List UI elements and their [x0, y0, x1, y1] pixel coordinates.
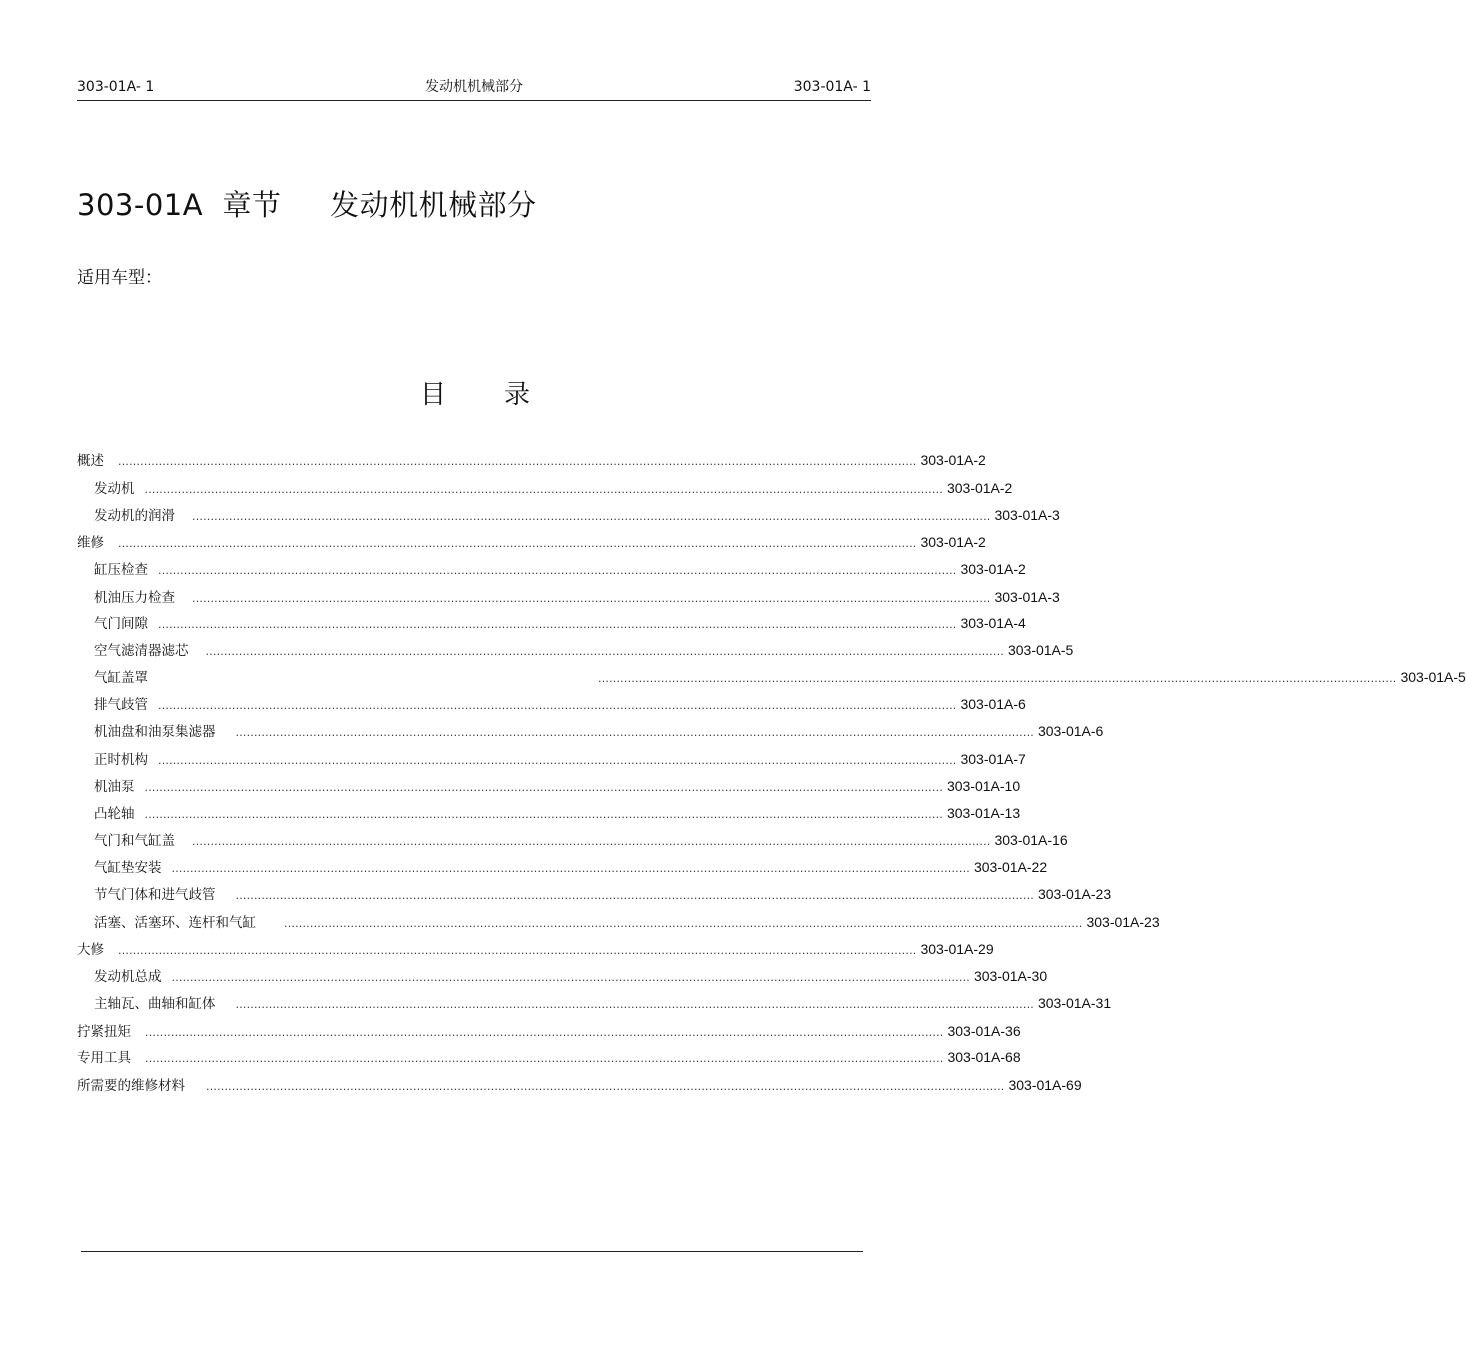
toc-entry-oil-pressure-check[interactable]: [77, 587, 1060, 607]
toc-leader-dots: ........................................................................................................................................................................................................................: [192, 510, 991, 523]
toc-entry-label: 主轴瓦、曲轴和缸体: [94, 996, 216, 1012]
toc-leader-dots: ........................................................................................................................................................................................................................: [158, 699, 957, 712]
toc-entry-page: 303-01A-6: [960, 696, 1026, 712]
toc-entry-valves-and-cylinder-head[interactable]: [77, 830, 1068, 850]
toc-leader-dots: ........................................................................................................................................................................................................................: [118, 944, 917, 957]
toc-leader-dots: ........................................................................................................................................................................................................................: [171, 971, 970, 984]
header-page-number-left: 303-01A- 1: [77, 79, 155, 95]
toc-entry-oil-pan-and-strainer[interactable]: [77, 721, 1104, 741]
toc-entry-label: 节气门体和进气歧管: [94, 887, 216, 903]
page-header: [77, 78, 871, 101]
toc-entry-page: 303-01A-6: [1037, 723, 1104, 739]
toc-entry-page: 303-01A-4: [960, 615, 1026, 631]
toc-leader-dots: ........................................................................................................................................................................................................................: [118, 537, 917, 550]
toc-entry-maintenance[interactable]: [77, 532, 986, 552]
toc-entry-label: 概述: [77, 453, 104, 469]
toc-entry-label: 气门间隙: [94, 616, 148, 632]
toc-entry-page: 303-01A-23: [1037, 886, 1112, 902]
toc-entry-compression-check[interactable]: [77, 559, 1026, 579]
toc-entry-label: 空气滤清器滤芯: [94, 643, 189, 659]
toc-leader-dots: ........................................................................................................................................................................................................................: [598, 672, 1397, 685]
toc-entry-page: 303-01A-10: [946, 778, 1021, 794]
toc-entry-overview[interactable]: [77, 450, 986, 470]
toc-leader-dots: ........................................................................................................................................................................................................................: [158, 754, 957, 767]
toc-entry-label: 机油压力检查: [94, 590, 175, 606]
toc-entry-head-gasket-installation[interactable]: [77, 857, 1048, 877]
toc-entry-label: 凸轮轴: [94, 806, 135, 822]
toc-entry-label: 气门和气缸盖: [94, 833, 175, 849]
toc-entry-oil-pump[interactable]: [77, 776, 1021, 796]
toc-entry-label: 机油盘和油泵集滤器: [94, 724, 216, 740]
toc-entry-label: 缸压检查: [94, 562, 148, 578]
toc-entry-page: 303-01A-5: [1007, 642, 1074, 658]
toc-entry-page: 303-01A-69: [1008, 1077, 1082, 1093]
toc-entry-air-filter-element[interactable]: [77, 640, 1074, 660]
toc-leader-dots: ........................................................................................................................................................................................................................: [144, 808, 943, 821]
toc-entry-page: 303-01A-2: [920, 452, 986, 468]
toc-entry-required-materials[interactable]: [77, 1075, 1082, 1095]
toc-entry-page: 303-01A-13: [946, 805, 1021, 821]
toc-entry-label: 活塞、活塞环、连杆和气缸: [94, 915, 256, 931]
header-page-number-right: 303-01A- 1: [793, 79, 871, 95]
toc-leader-dots: ........................................................................................................................................................................................................................: [235, 998, 1034, 1011]
toc-entry-page: 303-01A-2: [920, 534, 986, 550]
chapter-title: 303-01A 章节 发动机机械部分: [77, 188, 537, 222]
toc-entry-page: 303-01A-2: [960, 561, 1026, 577]
toc-entry-label: 专用工具: [77, 1050, 131, 1066]
toc-leader-dots: ........................................................................................................................................................................................................................: [144, 483, 943, 496]
toc-entry-overhaul[interactable]: [77, 939, 994, 959]
toc-entry-page: 303-01A-3: [994, 507, 1060, 523]
toc-entry-page: 303-01A-31: [1037, 995, 1112, 1011]
toc-leader-dots: ........................................................................................................................................................................................................................: [206, 1080, 1005, 1093]
toc-entry-engine[interactable]: [77, 478, 1013, 498]
toc-heading: [0, 379, 950, 411]
toc-entry-throttle-body-and-intake-manifold[interactable]: [77, 884, 1112, 904]
toc-entry-label: 拧紧扭矩: [77, 1024, 131, 1040]
footer-divider: [81, 1251, 863, 1252]
header-section-title: 发动机机械部分: [425, 79, 523, 95]
toc-entry-page: 303-01A-7: [960, 751, 1026, 767]
toc-entry-label: 所需要的维修材料: [77, 1078, 185, 1094]
toc-leader-dots: ........................................................................................................................................................................................................................: [158, 564, 957, 577]
toc-entry-page: 303-01A-29: [920, 941, 994, 957]
toc-entry-label: 机油泵: [94, 779, 135, 795]
toc-entry-timing-mechanism[interactable]: [77, 749, 1026, 769]
toc-entry-cylinder-head-cover[interactable]: [77, 667, 1466, 687]
toc-entry-page: 303-01A-23: [1086, 914, 1160, 930]
toc-entry-main-bearings-crankshaft-block[interactable]: [77, 993, 1112, 1013]
toc-leader-dots: ........................................................................................................................................................................................................................: [158, 618, 957, 631]
toc-entry-page: 303-01A-2: [946, 480, 1013, 496]
toc-heading-char-1: 目: [419, 380, 446, 410]
toc-leader-dots: ........................................................................................................................................................................................................................: [145, 1052, 944, 1065]
toc-leader-dots: ........................................................................................................................................................................................................................: [192, 835, 991, 848]
toc-entry-camshaft[interactable]: [77, 803, 1021, 823]
toc-entry-page: 303-01A-36: [947, 1023, 1021, 1039]
toc-entry-label: 发动机: [94, 481, 135, 497]
toc-entry-page: 303-01A-30: [973, 968, 1048, 984]
toc-entry-page: 303-01A-16: [994, 832, 1068, 848]
toc-leader-dots: ........................................................................................................................................................................................................................: [145, 1026, 944, 1039]
toc-leader-dots: ........................................................................................................................................................................................................................: [171, 862, 970, 875]
toc-leader-dots: ........................................................................................................................................................................................................................: [284, 917, 1083, 930]
toc-heading-char-2: 录: [504, 380, 531, 410]
toc-leader-dots: ........................................................................................................................................................................................................................: [144, 781, 943, 794]
toc-entry-torque-specs[interactable]: [77, 1021, 1021, 1041]
toc-entry-label: 维修: [77, 535, 104, 551]
toc-entry-exhaust-manifold[interactable]: [77, 694, 1026, 714]
toc-entry-label: 发动机总成: [94, 969, 162, 985]
toc-entry-page: 303-01A-3: [994, 589, 1060, 605]
toc-leader-dots: ........................................................................................................................................................................................................................: [192, 592, 991, 605]
toc-entry-label: 排气歧管: [94, 697, 148, 713]
toc-entry-page: 303-01A-68: [947, 1049, 1021, 1065]
toc-leader-dots: ........................................................................................................................................................................................................................: [118, 455, 917, 468]
toc-leader-dots: ........................................................................................................................................................................................................................: [205, 645, 1004, 658]
toc-entry-label: 大修: [77, 942, 104, 958]
toc-entry-engine-assembly[interactable]: [77, 966, 1048, 986]
applicable-models-label: 适用车型：: [77, 268, 162, 288]
toc-leader-dots: ........................................................................................................................................................................................................................: [235, 726, 1034, 739]
toc-entry-engine-lubrication[interactable]: [77, 505, 1060, 525]
toc-leader-dots: ........................................................................................................................................................................................................................: [235, 889, 1034, 902]
toc-entry-valve-clearance[interactable]: [77, 613, 1026, 633]
toc-entry-special-tools[interactable]: [77, 1047, 1021, 1067]
toc-entry-page: 303-01A-22: [973, 859, 1048, 875]
toc-entry-label: 气缸盖罩: [94, 670, 148, 686]
toc-entry-label: 发动机的润滑: [94, 508, 175, 524]
toc-entry-page: 303-01A-5: [1400, 669, 1466, 685]
toc-entry-label: 正时机构: [94, 752, 148, 768]
toc-entry-label: 气缸垫安装: [94, 860, 162, 876]
toc-entry-pistons-rings-rods-cylinders[interactable]: [77, 912, 1160, 932]
